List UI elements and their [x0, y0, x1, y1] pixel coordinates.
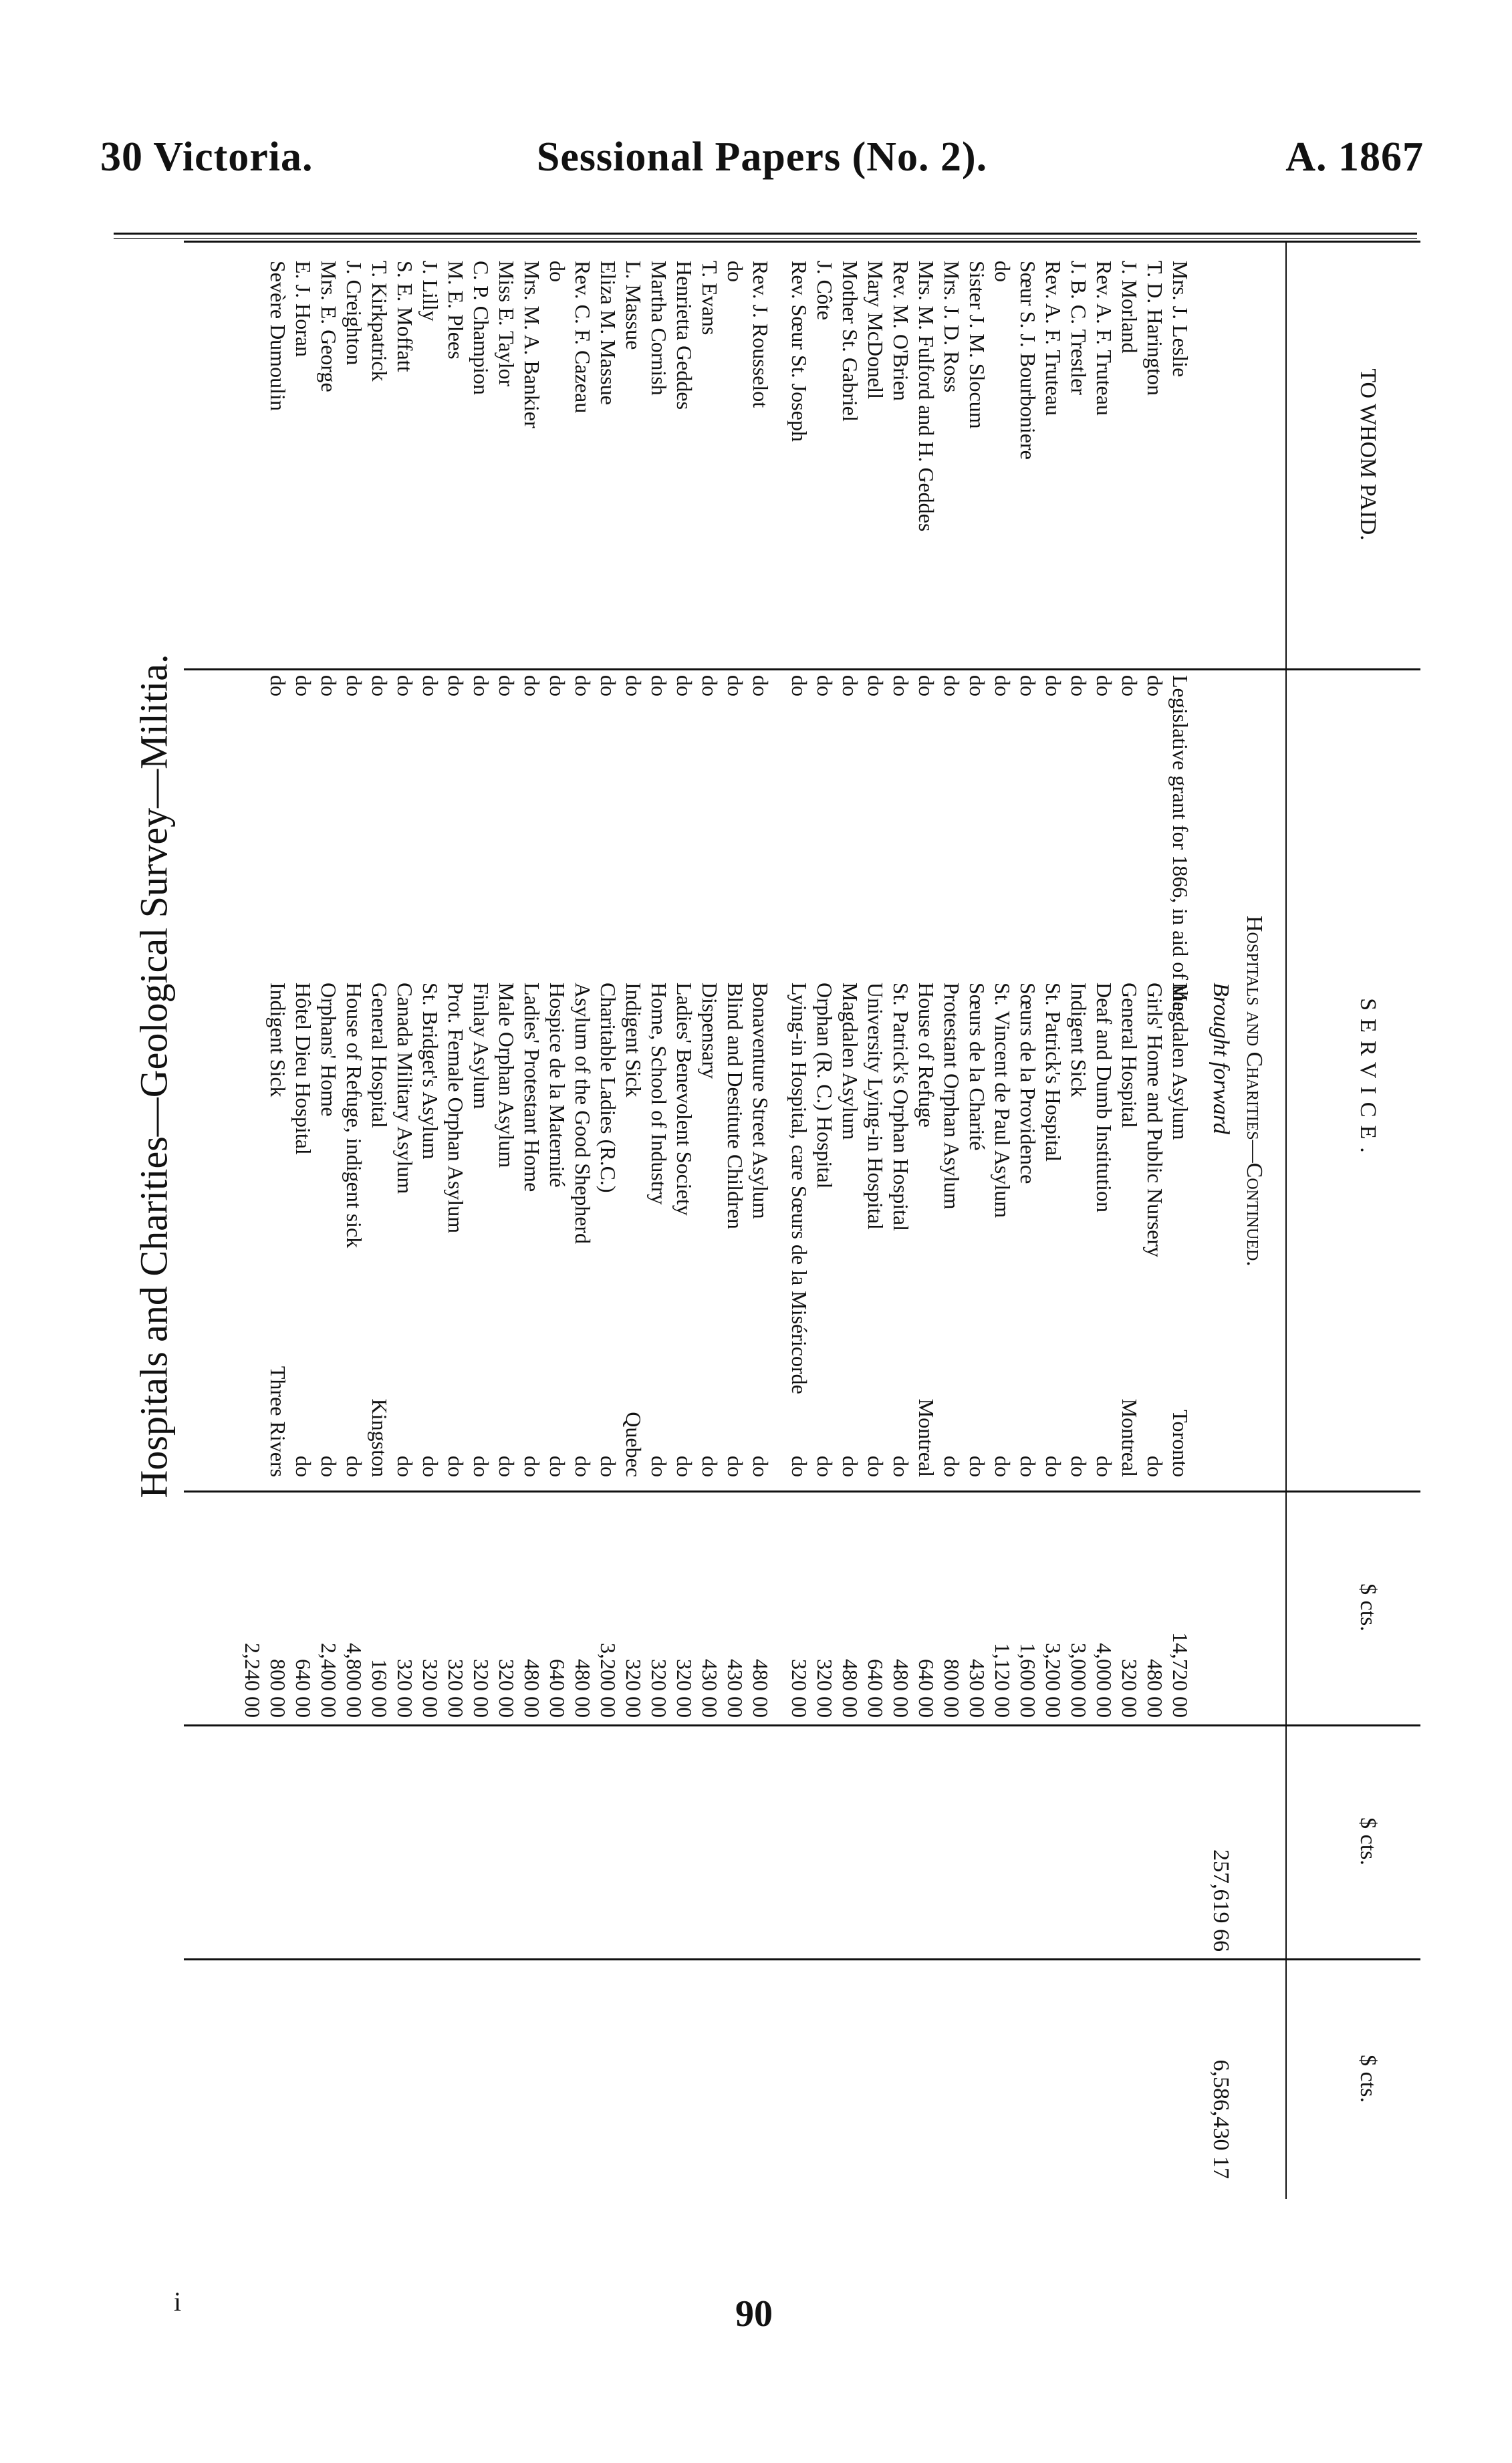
table-row: [646, 241, 672, 2199]
table-row: [367, 241, 392, 2199]
payee: Mrs. J. D. Ross: [940, 261, 964, 393]
header-to-whom-paid: TO WHOM PAID.: [1356, 368, 1380, 541]
payee: Rev. C. F. Cazeau: [571, 261, 595, 414]
table-rows: [240, 241, 1193, 2199]
payee: C. P. Champion: [469, 261, 493, 395]
location: do: [723, 1456, 747, 1477]
grant-text: do: [723, 675, 747, 696]
location: do: [291, 1456, 316, 1477]
location: do: [749, 1456, 773, 1477]
table-row: [1092, 241, 1117, 2199]
location: do: [418, 1456, 443, 1477]
amount: 480 00: [520, 1659, 544, 1718]
table-row: [621, 241, 646, 2199]
running-head-left: 30 Victoria.: [100, 134, 313, 180]
amount: 320 00: [469, 1659, 493, 1718]
amount: 320 00: [622, 1659, 646, 1718]
table-row: [748, 241, 773, 2199]
payee: Rev. Sœur St. Joseph: [787, 261, 811, 442]
table-row: [443, 241, 469, 2199]
payee: Miss E. Taylor: [495, 261, 519, 387]
payee: Mrs. E. George: [317, 261, 341, 392]
service: Finlay Asylum: [469, 983, 493, 1110]
service: St. Bridget's Asylum: [418, 983, 443, 1160]
grant-text: do: [622, 675, 646, 696]
running-head: [100, 134, 1424, 201]
amount: 430 00: [723, 1659, 747, 1718]
grant-text: do: [444, 675, 468, 696]
amount: 480 00: [571, 1659, 595, 1718]
amount: 480 00: [838, 1659, 862, 1718]
service: Dispensary: [698, 983, 722, 1079]
location: do: [813, 1456, 837, 1477]
amount: 3,000 00: [1067, 1643, 1091, 1718]
payee: Henrietta Geddes: [672, 261, 697, 410]
table-row: [723, 241, 748, 2199]
payee: Eliza M. Massue: [596, 261, 620, 405]
table-row: [316, 241, 342, 2199]
grant-text: do: [1041, 675, 1065, 696]
amount: 320 00: [393, 1659, 417, 1718]
location: do: [393, 1456, 417, 1477]
grant-text: do: [813, 675, 837, 696]
service: Orphans' Home: [317, 983, 341, 1117]
payee: Rev. A. F. Truteau: [1092, 261, 1116, 416]
payee: M. E. Plees: [444, 261, 468, 360]
subtotal-value: 257,619 66: [1209, 1849, 1233, 1952]
service: Asylum of the Good Shepherd: [571, 983, 595, 1245]
grant-text: do: [342, 675, 366, 696]
service: Indigent Sick: [1067, 983, 1091, 1097]
grand-total-value: 6,586,430 17: [1209, 2059, 1233, 2179]
grant-text: do: [1067, 675, 1091, 696]
grant-text: do: [864, 675, 888, 696]
table-row: [1066, 241, 1092, 2199]
grant-text: do: [1016, 675, 1040, 696]
amount: 2,400 00: [317, 1643, 341, 1718]
location: do: [1067, 1456, 1091, 1477]
payee: Sœur S. J. Bourboniere: [1016, 261, 1040, 460]
location: do: [596, 1456, 620, 1477]
table-row: [265, 241, 291, 2199]
location: do: [342, 1456, 366, 1477]
location: Kingston: [368, 1398, 392, 1477]
location: do: [571, 1456, 595, 1477]
table-row: [469, 241, 494, 2199]
service: University Lying-in Hospital: [864, 983, 888, 1230]
amount: 320 00: [418, 1659, 443, 1718]
location: do: [698, 1456, 722, 1477]
grant-text: do: [368, 675, 392, 696]
payee: Mrs. M. Fulford and H. Geddes: [914, 261, 938, 532]
grant-text: do: [571, 675, 595, 696]
amount: 1,120 00: [991, 1643, 1015, 1718]
amount: 640 00: [291, 1659, 316, 1718]
service: Magdalen Asylum: [1168, 983, 1192, 1140]
location: Montreal: [914, 1398, 938, 1477]
service: Protestant Orphan Asylum: [940, 983, 964, 1210]
table-row: [1015, 241, 1041, 2199]
service: Home, School of Industry: [647, 983, 671, 1205]
location: do: [520, 1456, 544, 1477]
service: Indigent Sick: [622, 983, 646, 1097]
amount: 430 00: [698, 1659, 722, 1718]
payee: Mother St. Gabriel: [838, 261, 862, 422]
amount: 4,800 00: [342, 1643, 366, 1718]
header-amount-3: $ cts.: [1356, 2055, 1380, 2103]
grant-text: do: [520, 675, 544, 696]
amount: 480 00: [749, 1659, 773, 1718]
payee: Mrs. M. A. Bankier: [520, 261, 544, 428]
table-row: [672, 241, 697, 2199]
service: Deaf and Dumb Institution: [1092, 983, 1116, 1212]
header-service: SERVICE.: [1356, 998, 1380, 1161]
service: Orphan (R. C.) Hospital: [813, 983, 837, 1189]
amount: 320 00: [495, 1659, 519, 1718]
grant-text: do: [838, 675, 862, 696]
location: do: [1041, 1456, 1065, 1477]
grant-text: do: [1118, 675, 1142, 696]
service: Charitable Ladies (R.C.): [596, 983, 620, 1193]
amount: 320 00: [813, 1659, 837, 1718]
grant-text: do: [596, 675, 620, 696]
side-title-text: Hospitals and Charities—Geological Survey—Militia.: [132, 654, 176, 1499]
table-row: [240, 241, 265, 2199]
payee: Mary McDonell: [864, 261, 888, 400]
table-row: [1142, 241, 1168, 2199]
grant-text: do: [495, 675, 519, 696]
grant-text: do: [698, 675, 722, 696]
location: do: [1092, 1456, 1116, 1477]
location: do: [864, 1456, 888, 1477]
location: do: [1143, 1456, 1167, 1477]
table-row: [342, 241, 367, 2199]
grant-text: do: [418, 675, 443, 696]
service: General Hospital: [368, 983, 392, 1128]
amount: 4,000 00: [1092, 1643, 1116, 1718]
grant-text: do: [1092, 675, 1116, 696]
payee: Rev. J. Rousselot: [749, 261, 773, 408]
service: House of Refuge: [914, 983, 938, 1128]
payee: Sister J. M. Slocum: [965, 261, 989, 429]
payee: Rev. A. F. Truteau: [1041, 261, 1065, 416]
table-row: [418, 241, 443, 2199]
table-row: [392, 241, 418, 2199]
grant-text: do: [991, 675, 1015, 696]
table-row: [1041, 241, 1066, 2199]
location: do: [965, 1456, 989, 1477]
table-row: [888, 241, 914, 2199]
payee: S. E. Moffatt: [393, 261, 417, 372]
payee: T. Kirkpatrick: [368, 261, 392, 382]
service: St. Patrick's Hospital: [1041, 983, 1065, 1162]
table-row: [863, 241, 888, 2199]
location: do: [317, 1456, 341, 1477]
payee: do: [991, 261, 1015, 282]
table-row: [1168, 241, 1193, 2199]
location: do: [444, 1456, 468, 1477]
amount: 640 00: [545, 1659, 570, 1718]
service: Lying-in Hospital, care Sœurs de la Miséricorde: [787, 983, 811, 1394]
page-number: 90: [735, 2293, 773, 2335]
table-row: [838, 241, 863, 2199]
header-rule: [1285, 241, 1287, 2199]
amount: 800 00: [266, 1659, 290, 1718]
head-rule-thin: [114, 238, 1417, 239]
grant-text: do: [940, 675, 964, 696]
grant-text: do: [965, 675, 989, 696]
table-row: [291, 241, 316, 2199]
amount: 800 00: [940, 1659, 964, 1718]
payee: J. Lilly: [418, 261, 443, 321]
grant-text: do: [672, 675, 697, 696]
service: Prot. Female Orphan Asylum: [444, 983, 468, 1234]
running-head-center: Sessional Papers (No. 2).: [536, 134, 988, 180]
amount: 3,200 00: [1041, 1643, 1065, 1718]
service: Sœurs de la Charité: [965, 983, 989, 1151]
payee: E. J. Horan: [291, 261, 316, 357]
amount: 430 00: [965, 1659, 989, 1718]
table-row: [812, 241, 838, 2199]
grant-text: do: [1143, 675, 1167, 696]
service: Ladies' Benevolent Society: [672, 983, 697, 1216]
service: Hôtel Dieu Hospital: [291, 983, 316, 1155]
grant-text: do: [749, 675, 773, 696]
amount: 640 00: [914, 1659, 938, 1718]
amount: 320 00: [444, 1659, 468, 1718]
location: do: [672, 1456, 697, 1477]
grant-text: do: [787, 675, 811, 696]
table-row: [965, 241, 990, 2199]
amount: 14,720 00: [1168, 1632, 1192, 1718]
payee: T. Evans: [698, 261, 722, 336]
service: St. Patrick's Orphan Hospital: [889, 983, 913, 1231]
table-row: [697, 241, 723, 2199]
page-mark-roman: i: [174, 2287, 182, 2317]
location: do: [787, 1456, 811, 1477]
table-row: [519, 241, 545, 2199]
payee: do: [723, 261, 747, 282]
accounts-table: [184, 241, 1420, 2199]
location: do: [940, 1456, 964, 1477]
service: St. Vincent de Paul Asylum: [991, 983, 1015, 1218]
payee: T. D. Harington: [1143, 261, 1167, 396]
amount: 3,200 00: [596, 1643, 620, 1718]
grant-text: do: [889, 675, 913, 696]
amount: 480 00: [889, 1659, 913, 1718]
payee: J. B. C. Trestler: [1067, 261, 1091, 395]
amount: 480 00: [1143, 1659, 1167, 1718]
payee: J. Morland: [1118, 261, 1142, 354]
service: Indigent Sick: [266, 983, 290, 1097]
payee: Mrs. J. Leslie: [1168, 261, 1192, 378]
payee: J. Creighton: [342, 261, 366, 366]
amount: 1,600 00: [1016, 1643, 1040, 1718]
payee: do: [545, 261, 570, 282]
location: Three Rivers: [266, 1366, 290, 1477]
grant-text: do: [393, 675, 417, 696]
grant-text: do: [291, 675, 316, 696]
grant-text: do: [266, 675, 290, 696]
location: do: [647, 1456, 671, 1477]
location: Toronto: [1168, 1410, 1192, 1477]
service: Girls' Home and Public Nursery: [1143, 983, 1167, 1258]
location: Montreal: [1118, 1398, 1142, 1477]
location: do: [838, 1456, 862, 1477]
table-row: [787, 241, 812, 2199]
location: do: [1016, 1456, 1040, 1477]
service: Bonaventure Street Asylum: [749, 983, 773, 1219]
table-row: [939, 241, 965, 2199]
table-row: [570, 241, 596, 2199]
header-amount-2: $ cts.: [1356, 1817, 1380, 1865]
grant-text: do: [317, 675, 341, 696]
amount: 2,240 00: [241, 1643, 265, 1718]
amount: 320 00: [787, 1659, 811, 1718]
section-heading: Hospitals and Charities—Continued.: [1242, 916, 1267, 1267]
location: do: [545, 1456, 570, 1477]
amount: 160 00: [368, 1659, 392, 1718]
grant-text: Legislative grant for 1866, in aid of the: [1168, 675, 1192, 1011]
running-head-right: A. 1867: [1285, 134, 1424, 180]
service: General Hospital: [1118, 983, 1142, 1128]
amount: 640 00: [864, 1659, 888, 1718]
brought-forward-label: Brought forward: [1209, 983, 1233, 1135]
table-row: [914, 241, 939, 2199]
table-row: [1117, 241, 1142, 2199]
location: do: [991, 1456, 1015, 1477]
payee: J. Côte: [813, 261, 837, 320]
service: Sœurs de la Providence: [1016, 983, 1040, 1184]
payee: Sevère Dumoulin: [266, 261, 290, 411]
service: Canada Military Asylum: [393, 983, 417, 1194]
payee: Martha Cornish: [647, 261, 671, 396]
grant-text: do: [914, 675, 938, 696]
table-row: [545, 241, 570, 2199]
location: do: [469, 1456, 493, 1477]
amount: 320 00: [647, 1659, 671, 1718]
location: do: [495, 1456, 519, 1477]
service: Blind and Destitute Children: [723, 983, 747, 1229]
location: Quebec: [622, 1412, 646, 1477]
table-row: [596, 241, 621, 2199]
service: Hospice de la Maternité: [545, 983, 570, 1188]
service: House of Refuge, indigent sick: [342, 983, 366, 1249]
grant-text: do: [469, 675, 493, 696]
head-rule-thick: [114, 233, 1417, 235]
table-row: [494, 241, 519, 2199]
amount: 320 00: [1118, 1659, 1142, 1718]
grant-text: do: [647, 675, 671, 696]
payee: L. Massue: [622, 261, 646, 350]
service: Male Orphan Asylum: [495, 983, 519, 1168]
service: Magdalen Asylum: [838, 983, 862, 1140]
service: Ladies' Protestant Home: [520, 983, 544, 1192]
header-amount-1: $ cts.: [1356, 1583, 1380, 1632]
grant-text: do: [545, 675, 570, 696]
location: do: [889, 1456, 913, 1477]
table-row: [990, 241, 1015, 2199]
amount: 320 00: [672, 1659, 697, 1718]
payee: Rev. M. O'Brien: [889, 261, 913, 401]
